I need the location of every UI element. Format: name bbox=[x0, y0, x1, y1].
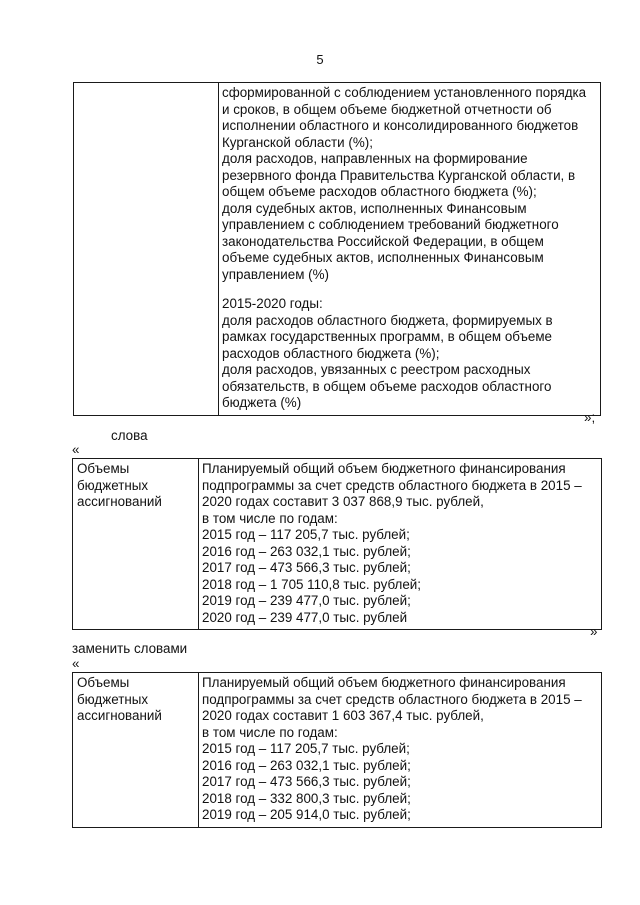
open-quote-1: « bbox=[72, 442, 80, 457]
funding-cell bbox=[199, 459, 602, 630]
text-line: доля расходов, увязанных с реестром расходных bbox=[222, 362, 531, 377]
text-line: 2018 год – 1 705 110,8 тыс. рублей; bbox=[202, 576, 421, 592]
open-quote-2: « bbox=[72, 656, 80, 671]
text-line: 2020 год – 239 477,0 тыс. рублей bbox=[202, 609, 408, 625]
new-funding-table bbox=[72, 672, 602, 828]
text-line: Планируемый общий объем бюджетного финансирования bbox=[202, 461, 566, 476]
table-cell-empty bbox=[74, 83, 219, 416]
text-line: Объемы bbox=[77, 675, 130, 690]
text-line: ассигнований bbox=[77, 708, 162, 723]
section-label-words: слова bbox=[111, 428, 148, 443]
text-line: ассигнований bbox=[77, 494, 162, 509]
text-line: управлением с соблюдением требований бюджетного bbox=[222, 217, 559, 232]
section-label-replace: заменить словами bbox=[72, 641, 188, 656]
text-line: обязательств, в общем объеме расходов областного bbox=[222, 378, 552, 394]
text-line: 2016 год – 263 032,1 тыс. рублей; bbox=[202, 757, 411, 773]
text-line: подпрограммы за счет средств областного бюджета в 2015 – bbox=[202, 477, 582, 493]
indicators-block-1 bbox=[222, 85, 600, 283]
text-line: Планируемый общий объем бюджетного финансирования bbox=[202, 675, 566, 690]
label-cell bbox=[73, 459, 199, 630]
text-line: 2018 год – 332 800,3 тыс. рублей; bbox=[202, 790, 411, 806]
closing-quote-2: » bbox=[590, 624, 598, 639]
text-line: бюджетных bbox=[77, 477, 149, 493]
text-line: 2017 год – 473 566,3 тыс. рублей; bbox=[202, 560, 411, 575]
text-line: исполнении областного и консолидированного бюджетов bbox=[222, 118, 579, 133]
table-row bbox=[73, 459, 602, 630]
text-line: в том числе по годам: bbox=[202, 724, 338, 740]
funding-cell bbox=[199, 673, 602, 828]
text-line: доля расходов областного бюджета, формируемых в bbox=[222, 312, 553, 328]
text-line: 2016 год – 263 032,1 тыс. рублей; bbox=[202, 543, 411, 559]
table-row bbox=[74, 83, 601, 416]
text-line: управлением (%) bbox=[222, 266, 329, 282]
text-line: сформированной с соблюдением установленного порядка bbox=[222, 85, 587, 100]
indicators-block-2 bbox=[222, 296, 600, 412]
closing-quote-1: »; bbox=[584, 410, 596, 425]
text-line: Курганской области (%); bbox=[222, 134, 373, 150]
text-line: 2015 год – 117 205,7 тыс. рублей; bbox=[202, 527, 410, 542]
indicators-cell bbox=[219, 83, 601, 416]
text-line: доля расходов, направленных на формирование bbox=[222, 151, 528, 166]
text-line: доля судебных актов, исполненных Финансовым bbox=[222, 200, 527, 216]
old-funding-table bbox=[72, 458, 602, 630]
text-line: резервного фонда Правительства Курганской области, в bbox=[222, 167, 576, 183]
text-line: законодательства Российской Федерации, в общем bbox=[222, 233, 544, 249]
text-line: подпрограммы за счет средств областного бюджета в 2015 – bbox=[202, 691, 582, 707]
text-line: Объемы bbox=[77, 461, 130, 476]
text-line: в том числе по годам: bbox=[202, 510, 338, 526]
text-line: бюджетных bbox=[77, 691, 149, 707]
label-cell bbox=[73, 673, 199, 828]
text-line: 2015 год – 117 205,7 тыс. рублей; bbox=[202, 741, 410, 756]
text-line: 2020 годах составит 3 037 868,9 тыс. рублей, bbox=[202, 494, 484, 509]
table-row bbox=[73, 673, 602, 828]
text-line: 2017 год – 473 566,3 тыс. рублей; bbox=[202, 774, 411, 789]
indicators-table bbox=[73, 82, 601, 416]
page-number: 5 bbox=[316, 52, 324, 67]
text-line: бюджета (%) bbox=[222, 395, 302, 410]
text-line: 2019 год – 205 914,0 тыс. рублей; bbox=[202, 807, 411, 822]
text-line: рамках государственных программ, в общем объеме bbox=[222, 329, 552, 344]
text-line: расходов областного бюджета (%); bbox=[222, 345, 440, 361]
text-line: 2015-2020 годы: bbox=[222, 296, 323, 311]
text-line: и сроков, в общем объеме бюджетной отчетности об bbox=[222, 101, 552, 117]
text-line: 2020 годах составит 1 603 367,4 тыс. рублей, bbox=[202, 708, 484, 723]
text-line: общем объеме расходов областного бюджета (%); bbox=[222, 184, 537, 199]
text-line: объеме судебных актов, исполненных Финансовым bbox=[222, 250, 544, 265]
text-line: 2019 год – 239 477,0 тыс. рублей; bbox=[202, 593, 411, 608]
